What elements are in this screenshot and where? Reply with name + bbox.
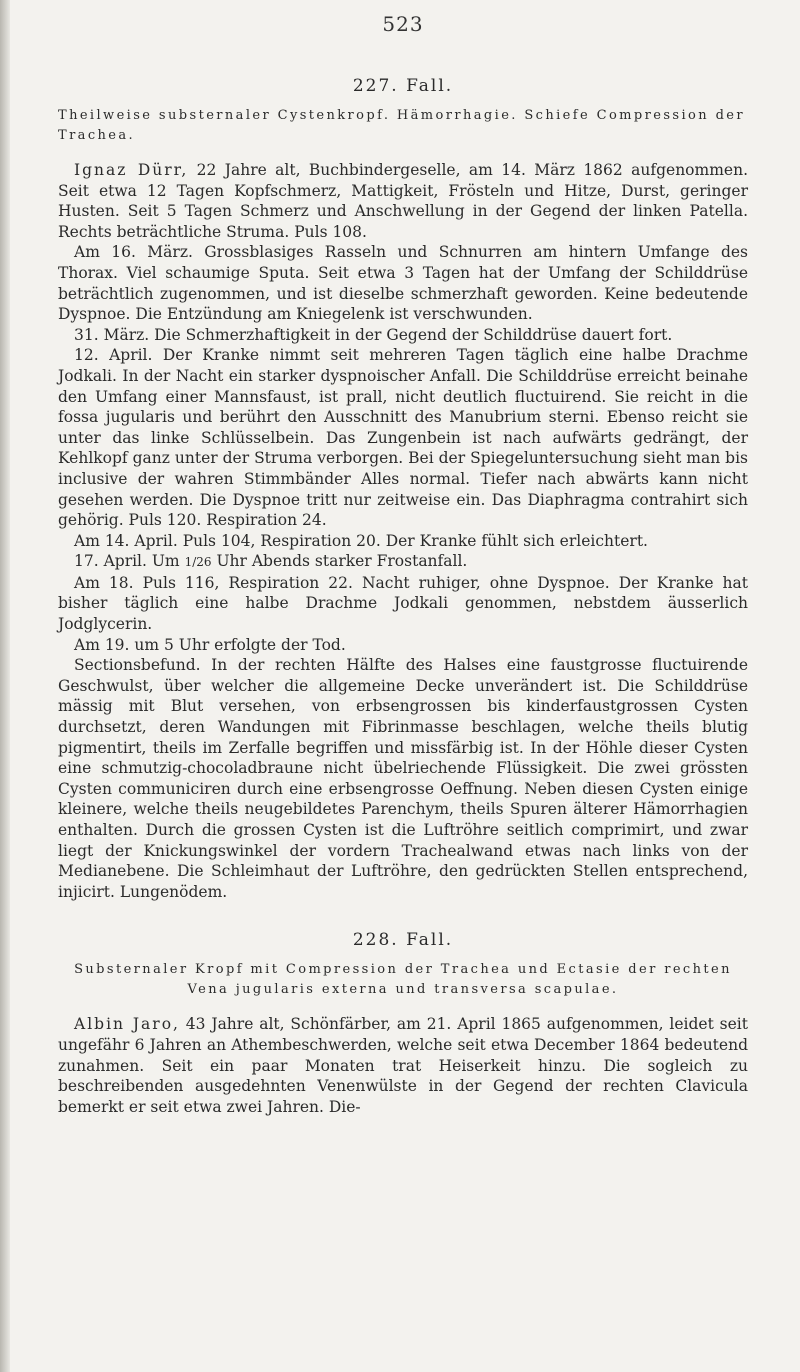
entry-april-12: 12. April. Der Kranke nimmt seit mehreren Tagen täglich eine halbe Drachme Jodkali. In der Nacht ein starker dyspnoischer Anfall. Die Schilddrüse erreicht beinahe den Umfang einer Mannsfaust, ist prall, nicht deutlich fluctuirend. Sie reicht in die fossa jugularis und berührt den Ausschnitt des Manubrium sterni. Ebenso reicht sie unter das linke Schlüsselbein. Das Zungenbein ist nach aufwärts gedrängt, der Kehlkopf ganz unter der Struma verborgen. Bei der Spiegeluntersuchung sieht man bis inclusive der wahren Stimmbänder Alles normal. Tiefer nach abwärts kann nicht gesehen werden. Die Dyspnoe tritt nur zeitweise ein. Das Diaphragma contrahirt sich gehörig. Puls 120. Respiration 24. — [58, 346, 748, 530]
entry-18: Am 18. Puls 116, Respiration 22. Nacht ruhiger, ohne Dyspnoe. Der Kranke hat bisher täglich eine halbe Drachme Jodkali genommen, nebstdem äusserlich Jodglycerin. — [58, 573, 748, 634]
document-page — [58, 12, 748, 1117]
entry-march-16: Am 16. März. Grossblasiges Rasseln und Schnurren am hintern Umfange des Thorax. Viel schaumige Sputa. Seit etwa 3 Tagen hat der Umfang der Schilddrüse beträchtlich zugenommen, und ist dieselbe schmerzhaft geworden. Keine bedeutende Dyspnoe. Die Entzündung am Kniegelenk ist verschwunden. — [58, 243, 748, 324]
entry-april-17-a: 17. April. Um — [74, 552, 185, 571]
patient-name: Ignaz Dürr, — [74, 161, 189, 179]
case-228-heading: 228. Fall. — [352, 930, 454, 951]
case-228-intro — [58, 1014, 748, 1117]
entry-19: Am 19. um 5 Uhr erfolgte der Tod. — [74, 635, 346, 654]
entry-april-17 — [58, 551, 748, 573]
intro-text: 22 Jahre alt, Buchbindergeselle, am 14. März 1862 aufgenommen. Seit etwa 12 Tagen Kopfschmerz, Mattigkeit, Frösteln und Hitze, Durst, geringer Husten. Seit 5 Tagen Schmerz und Anschwellung in der Gegend der linken Patella. Rechts beträchtliche Struma. Puls 108. — [58, 161, 748, 241]
case-227-heading: 227. Fall. — [352, 76, 454, 96]
case-227-subtitle: Theilweise substernaler Cystenkropf. Hämorrhagie. Schiefe Compression der Trachea. — [58, 108, 745, 143]
case-228-subtitle: Substernaler Kropf mit Compression der Trachea und Ectasie der rechten Vena jugularis externa und transversa scapulae. — [74, 962, 732, 998]
section-findings: Sectionsbefund. In der rechten Hälfte des Halses eine faustgrosse fluctuirende Geschwulst, über welcher die allgemeine Decke unverändert ist. Die Schilddrüse mässig mit Blut versehen, von erbsengrossen bis kinderfaustgrossen Cysten durchsetzt, deren Wandungen mit Fibrinmasse beschlagen, welche theils blutig pigmentirt, theils im Zerfalle begriffen und missfärbig ist. In der Höhle dieser Cysten eine schmutzig-chocoladbraune nicht übelriechende Flüssigkeit. Die zwei grössten Cysten communiciren durch eine erbsengrosse Oeffnung. Neben diesen Cysten einige kleinere, welche theils neugebildetes Parenchym, theils Spuren älterer Hämorrhagien enthalten. Durch die grossen Cysten ist die Luftröhre seitlich comprimirt, und zwar liegt der Knickungswinkel der vordern Trachealwand etwas nach links von der Medianebene. Die Schleimhaut der Luftröhre, den gedrückten Stellen entsprechend, injicirt. Lungenödem. — [58, 656, 748, 901]
entry-march-31: 31. März. Die Schmerzhaftigkeit in der Gegend der Schilddrüse dauert fort. — [74, 325, 673, 344]
entry-april-17-b: Uhr Abends starker Frostanfall. — [211, 552, 468, 571]
time-fraction: 1/26 — [184, 555, 212, 570]
page-number: 523 — [382, 12, 424, 36]
entry-april-14: Am 14. April. Puls 104, Respiration 20. Der Kranke fühlt sich erleichtert. — [74, 531, 648, 550]
case-227-intro — [58, 160, 748, 242]
patient-name: Albin Jaro, — [74, 1015, 180, 1034]
intro-text: 43 Jahre alt, Schönfärber, am 21. April 1865 aufgenommen, leidet seit ungefähr 6 Jahren an Athembeschwerden, welche seit etwa December 1864 bedeutend zunahmen. Seit ein paar Monaten trat Heiserkeit hinzu. Die sogleich zu beschreibenden ausgedehnten Venenwülste in der Gegend der rechten Clavicula bemerkt er seit etwa zwei Jahren. Die- — [58, 1015, 748, 1116]
section-gap — [58, 902, 748, 930]
page-edge-shadow — [0, 0, 10, 1372]
